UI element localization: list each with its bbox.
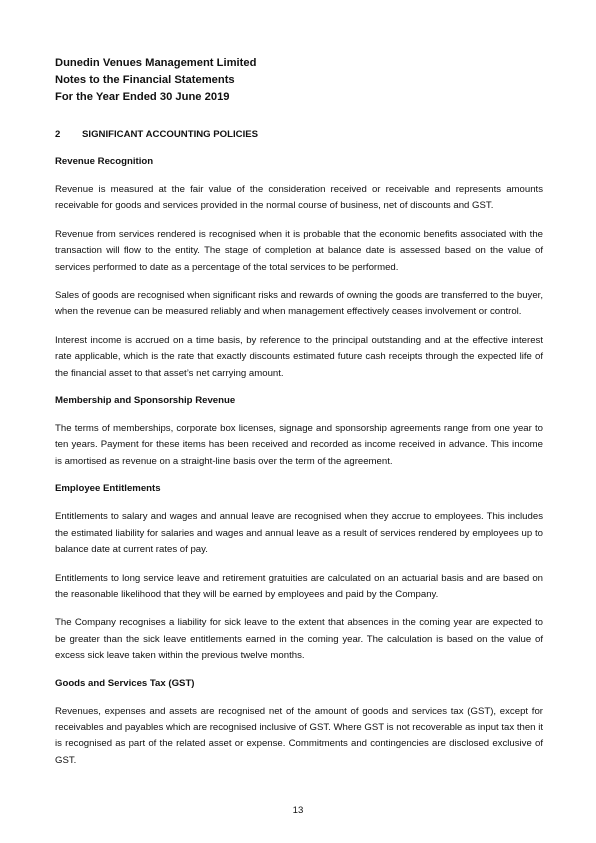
document-title: Notes to the Financial Statements	[55, 74, 235, 86]
revenue-paragraph: Revenue is measured at the fair value of the consideration received or receivable and represents amounts receivable for goods and services provided in the normal course of business, net of discounts and GST.	[55, 184, 543, 212]
revenue-recognition-heading: Revenue Recognition	[55, 156, 154, 167]
document-body	[55, 128, 543, 781]
reporting-period: For the Year Ended 30 June 2019	[55, 91, 230, 103]
page-number: 13	[292, 805, 304, 816]
section-number: 2	[55, 129, 61, 140]
employee-paragraph: Entitlements to long service leave and retirement gratuities are calculated on an actuarial basis and are based on the reasonable likelihood that they will be earned by employees and paid by the Company.	[55, 572, 543, 600]
section-heading	[55, 128, 543, 142]
gst-heading: Goods and Services Tax (GST)	[55, 677, 195, 689]
employee-entitlements-heading: Employee Entitlements	[55, 483, 161, 495]
employee-paragraph: The Company recognises a liability for sick leave to the extent that absences in the coming year are expected to be greater than the sick leave entitlements earned in the coming year. The calculation is based on the value of excess sick leave taken within the previous twelve months.	[55, 617, 543, 662]
document-header	[55, 55, 545, 106]
membership-heading: Membership and Sponsorship Revenue	[55, 395, 236, 407]
company-name: Dunedin Venues Management Limited	[55, 57, 257, 69]
revenue-paragraph: Revenue from services rendered is recognised when it is probable that the economic benefits associated with the transaction will flow to the entity. The stage of completion at balance date is assessed based on the value of services performed to date as a percentage of the total services to be performed.	[55, 228, 543, 273]
membership-paragraph: The terms of memberships, corporate box licenses, signage and sponsorship agreements range from one year to ten years. Payment for these items has been received and recorded as income received in advance. This income is amortised as revenue on a straight-line basis over the term of the agreement.	[55, 423, 543, 467]
gst-paragraph: Revenues, expenses and assets are recognised net of the amount of goods and services tax (GST), except for receivables and payables which are recognised inclusive of GST. Where GST is not recoverable as input tax then it is recognised as part of the related asset or expense. Commitments and contingencies are disclosed exclusive of GST.	[55, 705, 543, 766]
section-title: SIGNIFICANT ACCOUNTING POLICIES	[82, 129, 259, 140]
employee-paragraph: Entitlements to salary and wages and annual leave are recognised when they accrue to employees. This includes the estimated liability for salaries and wages and annual leave as a result of services rendered by employees up to balance date at current rates of pay.	[55, 511, 543, 556]
revenue-paragraph: Interest income is accrued on a time basis, by reference to the principal outstanding and at the effective interest rate applicable, which is the rate that exactly discounts estimated future cash receipts through the expected life of the financial asset to that asset’s net carrying amount.	[55, 334, 543, 379]
revenue-paragraph: Sales of goods are recognised when significant risks and rewards of owning the goods are transferred to the buyer, when the revenue can be measured reliably and when management effectively ceases involvement or control.	[55, 290, 543, 318]
